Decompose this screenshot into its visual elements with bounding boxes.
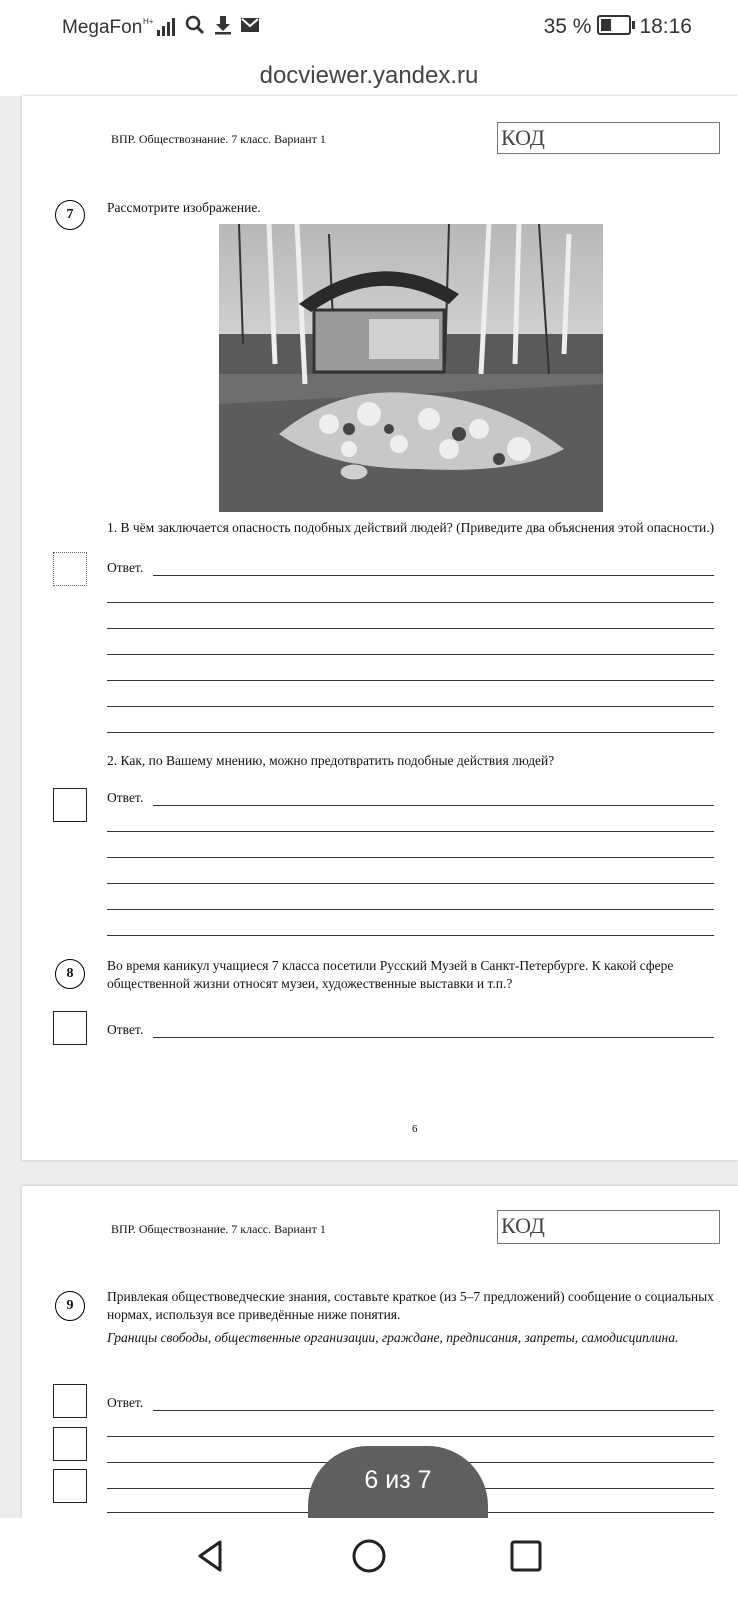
page-indicator[interactable]: 6 из 7 xyxy=(308,1446,488,1546)
question-number-7: 7 xyxy=(55,200,85,230)
question-9-terms: Границы свободы, общественные организации, граждане, предписания, запреты, самодисциплина. xyxy=(107,1330,679,1345)
score-box-7-2 xyxy=(53,788,87,822)
trash-bus-stop-photo xyxy=(219,224,603,512)
score-box-9 xyxy=(53,1469,87,1503)
search-icon xyxy=(184,14,206,36)
url-bar[interactable] xyxy=(0,56,738,96)
question-7-prompt: Рассмотрите изображение. xyxy=(107,200,261,215)
answer-line[interactable] xyxy=(107,628,714,629)
score-box-7-1 xyxy=(53,552,87,586)
question-7-sub2: 2. Как, по Вашему мнению, можно предотвратить подобные действия людей? xyxy=(107,753,555,768)
answer-line[interactable] xyxy=(107,732,714,733)
answer-line[interactable] xyxy=(107,935,714,936)
answer-label: Ответ. xyxy=(107,1395,144,1410)
answer-line[interactable] xyxy=(107,654,714,655)
answer-line[interactable] xyxy=(153,1410,714,1411)
answer-label: Ответ. xyxy=(107,560,144,575)
answer-line[interactable] xyxy=(107,857,714,858)
url-text: docviewer.yandex.ru xyxy=(259,62,479,89)
signal-icon xyxy=(143,16,179,38)
mail-icon xyxy=(239,14,261,36)
question-number-8: 8 xyxy=(55,959,85,989)
question-9-text: Привлекая обществоведческие знания, составьте краткое (из 5–7 предложений) сообщение о социальных нормах, используя все приведённые ниже понятия. xyxy=(107,1289,714,1322)
answer-line[interactable] xyxy=(107,883,714,884)
carrier-name: MegaFon xyxy=(62,17,143,38)
page-header: ВПР. Обществознание. 7 класс. Вариант 1 xyxy=(111,132,326,146)
answer-line[interactable] xyxy=(107,706,714,707)
page-header: ВПР. Обществознание. 7 класс. Вариант 1 xyxy=(111,1222,326,1236)
code-field: КОД xyxy=(497,1210,720,1244)
answer-line[interactable] xyxy=(107,680,714,681)
score-box-9 xyxy=(53,1427,87,1461)
back-icon[interactable] xyxy=(192,1538,228,1574)
question-number-9: 9 xyxy=(55,1291,85,1321)
answer-line[interactable] xyxy=(107,1436,714,1437)
clock: 18:16 xyxy=(639,15,692,38)
answer-line[interactable] xyxy=(153,805,714,806)
score-box-8 xyxy=(53,1011,87,1045)
answer-label: Ответ. xyxy=(107,790,144,805)
download-icon xyxy=(212,14,234,36)
battery-percent: 35 % xyxy=(543,15,592,38)
page-number: 6 xyxy=(412,1123,418,1135)
home-icon[interactable] xyxy=(351,1538,387,1574)
network-type: H+ xyxy=(143,17,154,26)
code-field: КОД xyxy=(497,122,720,154)
answer-line[interactable] xyxy=(153,1037,714,1038)
score-box-9 xyxy=(53,1384,87,1418)
recents-icon[interactable] xyxy=(508,1538,544,1574)
answer-label: Ответ. xyxy=(107,1022,144,1037)
answer-line[interactable] xyxy=(153,575,714,576)
question-7-sub1: 1. В чём заключается опасность подобных действий людей? (Приведите два объяснения этой опасности.) xyxy=(107,520,715,535)
question-8-text: Во время каникул учащиеся 7 класса посетили Русский Музей в Санкт-Петербурге. К какой сфере общественной жизни относят музеи, художественные выставки и т.п.? xyxy=(107,958,674,991)
battery-icon xyxy=(597,15,631,35)
answer-line[interactable] xyxy=(107,602,714,603)
answer-line[interactable] xyxy=(107,909,714,910)
answer-line[interactable] xyxy=(107,831,714,832)
navigation-bar xyxy=(0,1518,738,1600)
status-bar xyxy=(0,0,738,56)
